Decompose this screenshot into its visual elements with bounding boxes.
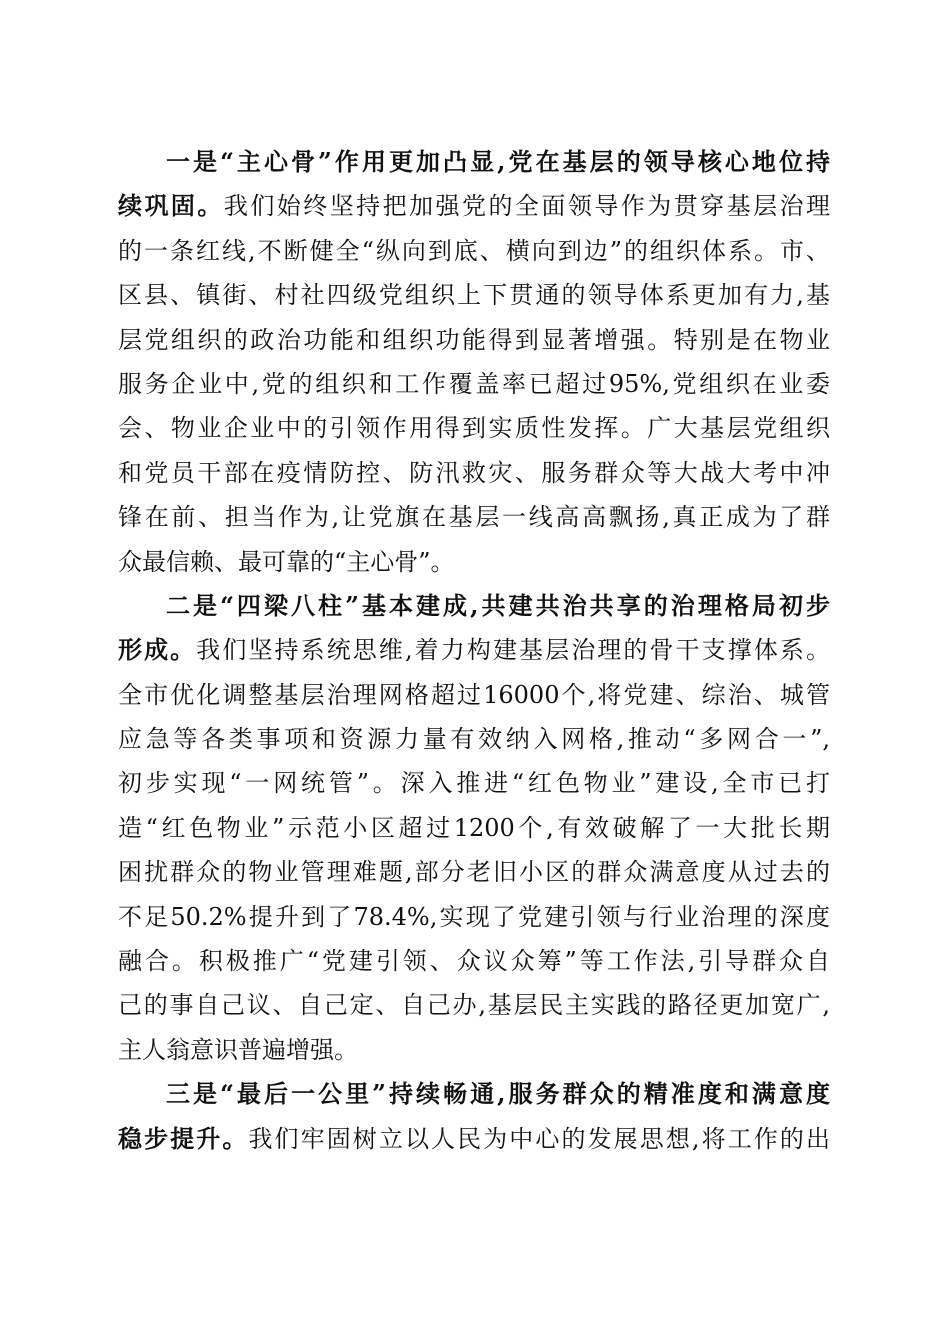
text-line (118, 628, 830, 672)
text-line (118, 983, 830, 1027)
paragraph-heading: 稳步提升。 (118, 1123, 249, 1153)
text-line (118, 673, 830, 717)
paragraph-text: 造“红色物业”示范小区超过1200个,有效破解了一大批长期 (118, 813, 830, 842)
paragraph-heading: 一是“主心骨”作用更加凸显,党在基层的领导核心地位持 (166, 147, 830, 176)
paragraph-heading: 三是“最后一公里”持续畅通,服务群众的精准度和满意度 (166, 1079, 830, 1109)
paragraph-text: 区县、镇街、村社四级党组织上下贯通的领导体系更加有力,基 (118, 281, 830, 310)
paragraph-text: 和党员干部在疫情防控、防汛救灾、服务群众等大战大考中冲 (118, 458, 830, 487)
text-line (118, 451, 830, 495)
text-line (118, 939, 830, 983)
text-line (118, 761, 830, 805)
paragraph-text: 锋在前、担当作为,让党旗在基层一线高高飘扬,真正成为了群 (118, 503, 830, 532)
text-line (118, 318, 830, 362)
paragraph-2 (118, 584, 830, 1072)
paragraph-text: 初步实现“一网统管”。深入推进“红色物业”建设,全市已打 (118, 769, 830, 798)
text-line (118, 1072, 830, 1116)
paragraph-text: 我们始终坚持把加强党的全面领导作为贯穿基层治理 (223, 192, 830, 221)
paragraph-text: 层党组织的政治功能和组织功能得到显著增强。特别是在物业 (118, 325, 830, 354)
text-line (118, 806, 830, 850)
text-line (118, 495, 830, 539)
text-line (118, 1028, 830, 1072)
text-line (118, 540, 830, 584)
text-line (118, 584, 830, 628)
text-line (118, 406, 830, 450)
paragraph-text: 主人翁意识普遍增强。 (118, 1035, 358, 1064)
document-body (118, 140, 830, 1161)
paragraph-text: 困扰群众的物业管理难题,部分老旧小区的群众满意度从过去的 (118, 858, 830, 887)
text-line (118, 140, 830, 184)
paragraph-text: 会、物业企业中的引领作用得到实质性发挥。广大基层党组织 (118, 414, 830, 443)
paragraph-text: 己的事自己议、自己定、自己办,基层民主实践的路径更加宽广, (118, 991, 830, 1020)
paragraph-text: 不足50.2%提升到了78.4%,实现了党建引领与行业治理的深度 (118, 902, 830, 931)
paragraph-heading: 续巩固。 (118, 191, 224, 221)
paragraph-1 (118, 140, 830, 584)
paragraph-heading: 二是“四梁八柱”基本建成,共建共治共享的治理格局初步 (166, 590, 830, 620)
paragraph-text: 众最信赖、最可靠的“主心骨”。 (118, 547, 455, 576)
text-line (118, 717, 830, 761)
text-line (118, 895, 830, 939)
paragraph-text: 全市优化调整基层治理网格超过16000个,将党建、综治、城管 (118, 680, 830, 709)
text-line (118, 229, 830, 273)
text-line (118, 362, 830, 406)
paragraph-heading: 形成。 (118, 635, 197, 665)
text-line (118, 850, 830, 894)
text-line (118, 184, 830, 228)
text-line (118, 273, 830, 317)
paragraph-3 (118, 1072, 830, 1161)
text-line (118, 1117, 830, 1161)
paragraph-text: 融合。积极推广“党建引领、众议众筹”等工作法,引导群众自 (118, 947, 830, 976)
paragraph-text: 的一条红线,不断健全“纵向到底、横向到边”的组织体系。市、 (118, 236, 830, 265)
paragraph-text: 服务企业中,党的组织和工作覆盖率已超过95%,党组织在业委 (118, 369, 830, 398)
paragraph-text: 应急等各类事项和资源力量有效纳入网格,推动“多网合一”, (118, 725, 830, 754)
paragraph-text: 我们坚持系统思维,着力构建基层治理的骨干支撑体系。 (196, 636, 830, 665)
paragraph-text: 我们牢固树立以人民为中心的发展思想,将工作的出 (248, 1124, 830, 1153)
